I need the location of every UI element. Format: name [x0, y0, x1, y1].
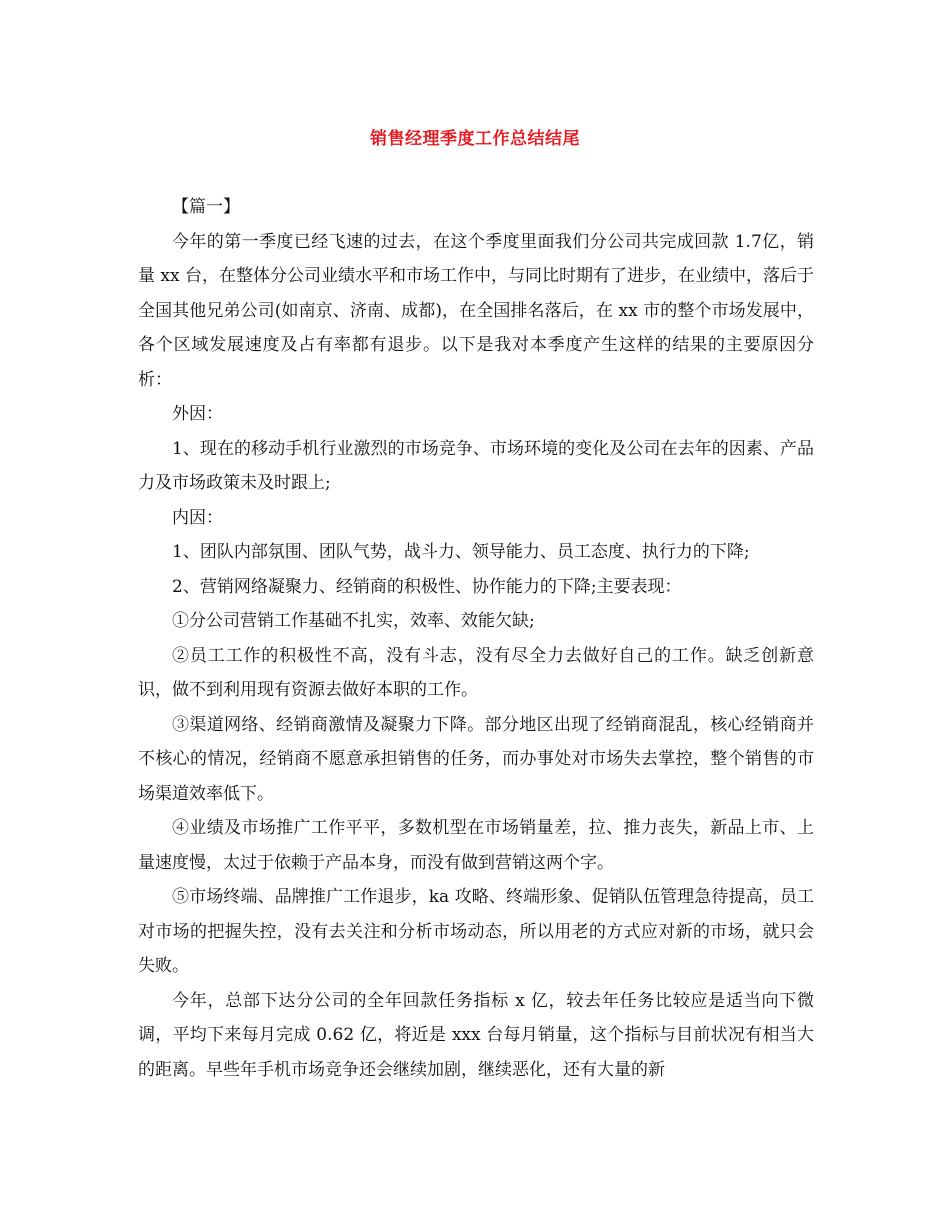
paragraph-point-1: ①分公司营销工作基础不扎实，效率、效能欠缺;	[172, 611, 535, 631]
section-label: 【篇一】	[172, 197, 240, 217]
paragraph-external-causes-heading: 外因：	[172, 404, 223, 424]
paragraph-intro: 今年的第一季度已经飞速的过去，在这个季度里面我们分公司共完成回款 1.7亿，销量 xx 台，在整体分公司业绩水平和市场工作中，与同比时期有了进步，在业绩中，落后于全国其他兄弟公司(如南京、济南、成都)，在全国排名落后，在 xx 市的整个市场发展中，各个区域发展速度及占有率都有退步。以下是我对本季度产生这样的结果的主要原因分析：	[138, 231, 814, 390]
paragraph-point-2: ②员工工作的积极性不高，没有斗志，没有尽全力去做好自己的工作。缺乏创新意识，做不到利用现有资源去做好本职的工作。	[138, 645, 814, 700]
paragraph-internal-cause-1: 1、团队内部氛围、团队气势，战斗力、领导能力、员工态度、执行力的下降;	[172, 542, 750, 562]
paragraph-point-5: ⑤市场终端、品牌推广工作退步，ka 攻略、终端形象、促销队伍管理急待提高，员工对市场的把握失控，没有去关注和分析市场动态，所以用老的方式应对新的市场，就只会失败。	[138, 887, 814, 976]
paragraph-point-3: ③渠道网络、经销商激情及凝聚力下降。部分地区出现了经销商混乱，核心经销商并不核心的情况，经销商不愿意承担销售的任务，而办事处对市场失去掌控，整个销售的市场渠道效率低下。	[138, 714, 814, 804]
paragraph-internal-causes-heading: 内因：	[172, 507, 223, 528]
paragraph-internal-cause-2: 2、营销网络凝聚力、经销商的积极性、协作能力的下降;主要表现：	[172, 576, 682, 597]
paragraph-external-cause-1: 1、现在的移动手机行业激烈的市场竞争、市场环境的变化及公司在去年的因素、产品力及市场政策未及时跟上;	[138, 438, 814, 493]
paragraph-point-4: ④业绩及市场推广工作平平，多数机型在市场销量差，拉、推力丧失，新品上市、上量速度慢，太过于依赖于产品本身，而没有做到营销这两个字。	[138, 818, 814, 873]
paragraph-annual-target: 今年，总部下达分公司的全年回款任务指标 x 亿，较去年任务比较应是适当向下微调，平均下来每月完成 0.62 亿，将近是 xxx 台每月销量，这个指标与目前状况有相当大的距离。早些年手机市场竞争还会继续加剧，继续恶化，还有大量的新	[138, 990, 814, 1080]
document-body	[138, 190, 814, 1087]
page-title: 销售经理季度工作总结结尾	[370, 129, 580, 149]
